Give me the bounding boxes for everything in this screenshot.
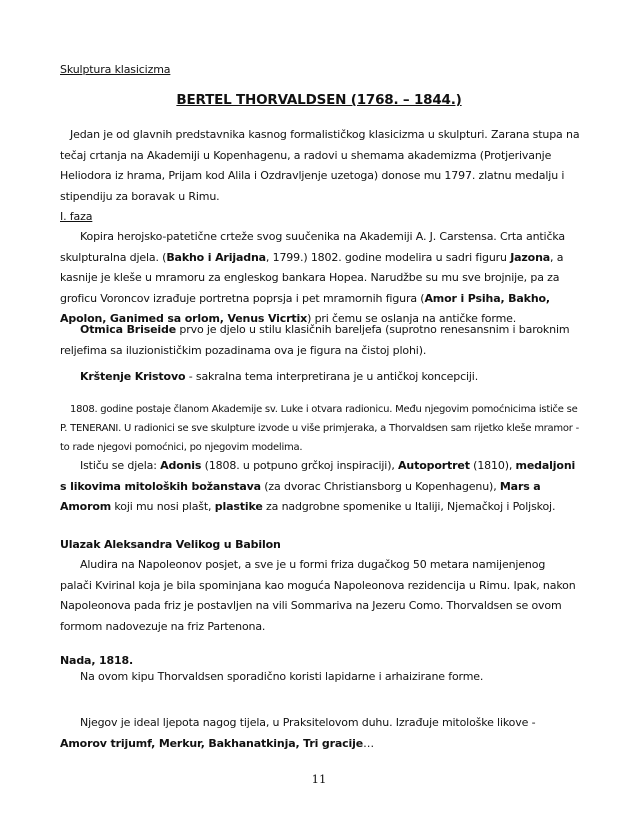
- text-run: ) pri čemu se oslanja na antičke forme.: [307, 312, 517, 325]
- text-run: za nadgrobne spomenike u Italiji, Njemačkoj i Poljskoj.: [262, 500, 556, 513]
- text-run: , a kasnije je kleše u mramoru za engleskog bankara Hopea. Narudžbe su mu sve brojnije, pa za groficu Voroncov izrađuje portretna poprsja i pet mramornih figura (: [60, 250, 564, 305]
- academy-paragraph: 1808. godine postaje članom Akademije sv. Luke i otvara radionicu. Među njegovim pomoćnicima ističe se P. TENERANI. U radionici se sve skulpture izvode u više primjeraka, a Thorvaldsen sam rijetko kleše mramor - to rade njegovi pomoćnici, po njegovim modelima.: [60, 404, 579, 453]
- artwork-title: medaljoni s likovima mitoloških božanstava: [60, 459, 576, 493]
- artwork-title: Otmica Briseide: [80, 323, 177, 336]
- text-run: koji mu nosi plašt,: [111, 500, 215, 513]
- artwork-title: Amor i Psiha, Bakho, Apolon, Ganimed sa orlom, Venus Vicrtix: [60, 291, 550, 325]
- nada-paragraph: Na ovom kipu Thorvaldsen sporadično koristi lapidarne i arhaizirane forme.: [80, 670, 484, 683]
- krstenje-paragraph: [60, 367, 580, 388]
- works-paragraph: [60, 456, 580, 518]
- artwork-title: Amorov trijumf, Merkur, Bakhanatkinja, Tri gracije: [60, 736, 364, 750]
- artwork-title: Bakho i Arijadna: [166, 250, 266, 264]
- artwork-title: Mars a Amorom: [60, 479, 541, 513]
- babilon-paragraph: Aludira na Napoleonov posjet, a sve je u formi friza dugačkog 50 metara namijenjenog palači Kvirinal koja je bila spominjana kao moguća Napoleonova rezidencija u Rimu. Ipak, nakon Napoleonova pada friz je postavljen na vili Sommariva na Jezeru Como. Thorvaldsen se ovom formom nadovezuje na friz Partenona.: [60, 558, 576, 633]
- text-run: (1810),: [469, 459, 516, 472]
- briseide-paragraph: [60, 320, 580, 361]
- phase-paragraph-1: [60, 227, 580, 330]
- artwork-title: Autoportret: [398, 459, 470, 472]
- text-run: prvo je djelo u stilu klasičnih bareljefa (suprotno renesansnim i baroknim reljefima sa iluzionističkim pozadinama ova je figura na čistoj plohi).: [60, 323, 570, 357]
- text-run: Ističu se djela:: [80, 459, 161, 472]
- page-title: BERTEL THORVALDSEN (1768. – 1844.): [176, 92, 462, 108]
- text-run: …: [363, 736, 374, 750]
- phase-heading: I. faza: [60, 210, 93, 223]
- text-run: Njegov je ideal ljepota nagog tijela, u Praksitelovom duhu. Izrađuje mitološke likove -: [80, 716, 536, 729]
- intro-paragraph: Jedan je od glavnih predstavnika kasnog formalističkog klasicizma u skulpturi. Zarana stupa na tečaj crtanja na Akademiji u Kopenhagenu, a radovi u shemama akademizma (Protjerivanje Heliodora iz hrama, Prijam kod Alila i Ozdravljenje uzetoga) donose mu 1797. zlatnu medalju i stipendiju za boravak u Rimu.: [60, 128, 580, 203]
- artwork-title: Jazona: [510, 250, 551, 264]
- text-run: Kopira herojsko-patetične crteže svog suučenika na Akademiji A. J. Carstensa. Crta antička skulpturalna djela. (: [60, 230, 565, 264]
- text-run: , 1799.) 1802. godine modelira u sadri figuru: [265, 250, 511, 264]
- babilon-heading: Ulazak Aleksandra Velikog u Babilon: [60, 538, 281, 551]
- section-label: Skulptura klasicizma: [60, 63, 171, 76]
- page-number: 11: [311, 772, 327, 786]
- text-run: - sakralna tema interpretirana je u antičkoj koncepciji.: [185, 370, 479, 383]
- text-run: (1808. u potpuno grčkoj inspiraciji),: [201, 459, 399, 472]
- artwork-title: Krštenje Kristovo: [80, 370, 186, 383]
- artwork-title: plastike: [214, 500, 263, 513]
- ideal-paragraph: [60, 713, 580, 754]
- text-run: (za dvorac Christiansborg u Kopenhagenu),: [260, 479, 500, 493]
- artwork-title: Adonis: [160, 459, 202, 472]
- nada-heading: Nada, 1818.: [60, 654, 134, 667]
